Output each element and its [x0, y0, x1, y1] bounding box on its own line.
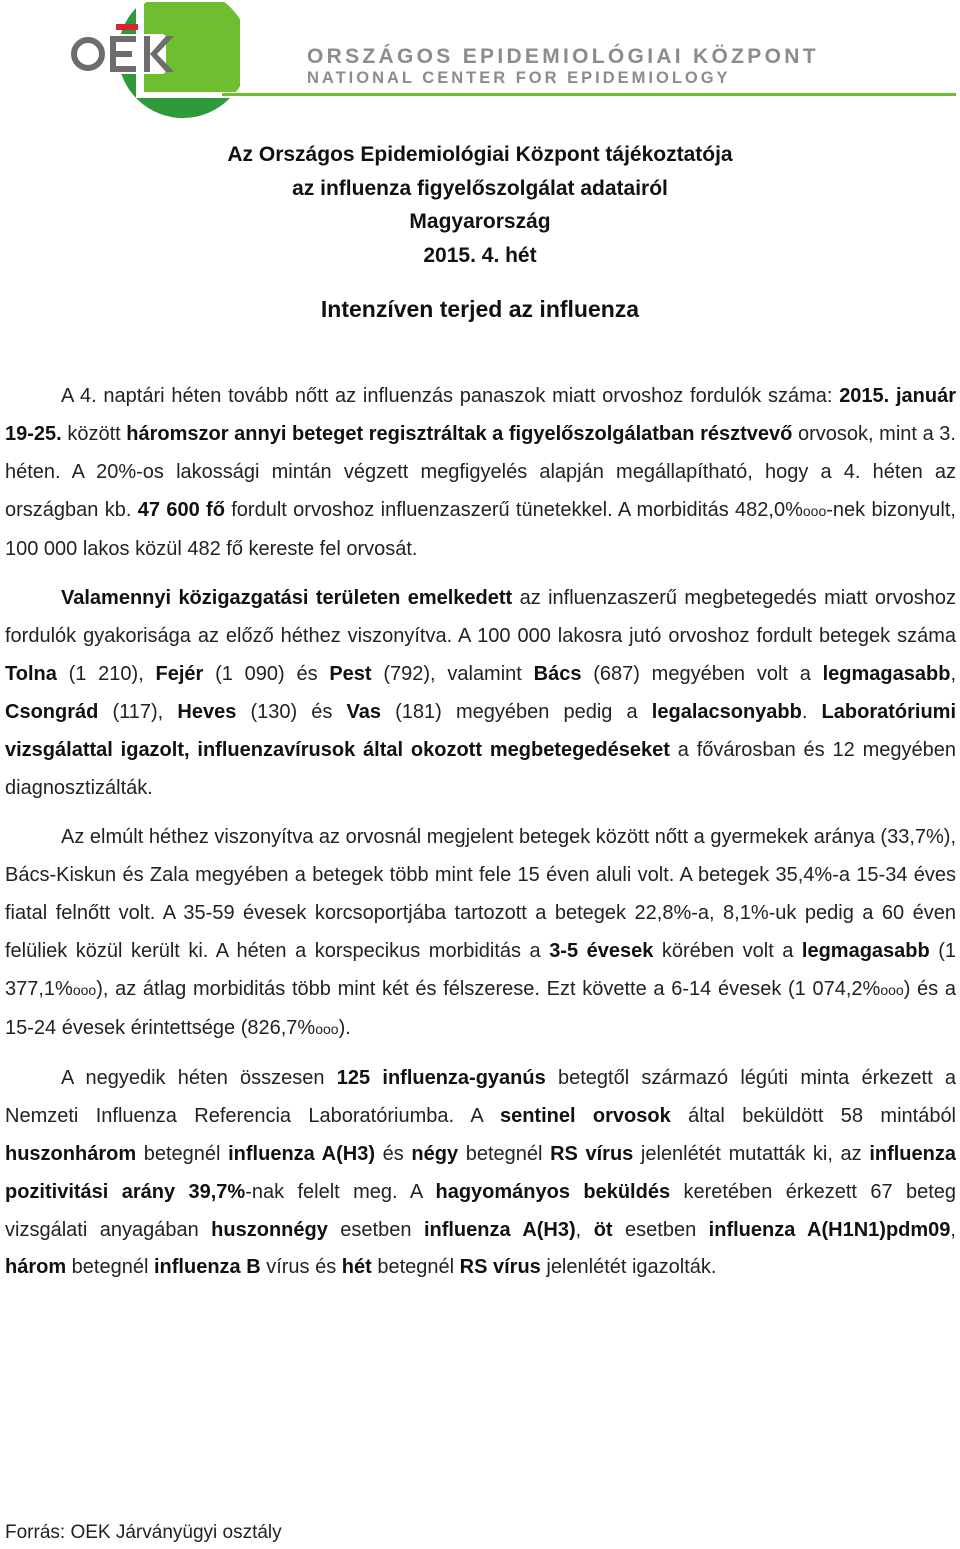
- paragraph-3: [5, 819, 956, 1048]
- letterhead: [0, 0, 960, 140]
- text: A negyedik héten összesen: [61, 1066, 337, 1089]
- bold-text: öt: [593, 1218, 613, 1241]
- per-hundred-thousand-sign: ooo: [315, 1020, 339, 1037]
- bold-text: hét: [341, 1256, 372, 1279]
- text: fordult orvoshoz influenzaszerű tünetekkel. A morbiditás 482,0%: [224, 498, 803, 521]
- document-title: [0, 138, 960, 272]
- paragraph-4: [5, 1060, 956, 1287]
- org-name-hu: ORSZÁGOS EPIDEMIOLÓGIAI KÖZPONT: [307, 45, 819, 68]
- text: (792), valamint: [371, 662, 534, 685]
- bold-text: influenza A(H3): [423, 1218, 576, 1241]
- bold-text: influenza pozitivitási arány 39,7%: [5, 1142, 956, 1203]
- bold-text: legmagasabb: [822, 662, 951, 685]
- header-divider: [222, 93, 956, 96]
- oek-logo: [40, 2, 240, 138]
- text: Az elmúlt héthez viszonyítva az orvosnál megjelent betegek között nőtt a gyermekek aránya (33,7%), Bács-Kiskun és Zala megyében a betegek több mint fele 15 éven aluli volt. A betegek 35,4%-a 15-34 éves fiatal felnőtt volt. A 35-59 évesek korcsoportjába tartozott a betegek 22,8%-a, 8,1%-uk pedig a 60 éven felüliek közül került ki. A héten a korspecikus morbiditás a: [5, 825, 956, 962]
- bold-text: négy: [411, 1142, 459, 1165]
- text: körében volt a: [653, 939, 802, 962]
- bold-text: Bács: [533, 662, 582, 685]
- organization-name: [307, 46, 819, 88]
- bold-text: Laboratóriumi vizsgálattal igazolt, influenzavírusok által okozott megbetegedéseket: [5, 700, 956, 761]
- bold-text: Pest: [329, 662, 372, 685]
- text: ) és a 15-24 évesek érintettsége (826,7%: [5, 977, 956, 1039]
- bold-text: Fejér: [155, 662, 204, 685]
- text: vírus és: [260, 1256, 342, 1279]
- bold-text: RS vírus: [550, 1142, 634, 1165]
- text: betegnél: [136, 1142, 229, 1165]
- text: (181) megyében pedig a: [381, 700, 652, 723]
- text: betegtől származó légúti minta érkezett a Nemzeti Influenza Referencia Laboratóriumba. A: [5, 1066, 957, 1127]
- bold-text: huszonhárom: [5, 1142, 137, 1165]
- text: között: [61, 422, 127, 445]
- text: által beküldött 58 mintából: [670, 1104, 957, 1127]
- org-name-en: NATIONAL CENTER FOR EPIDEMIOLOGY: [307, 69, 731, 87]
- bold-text: RS vírus: [459, 1256, 541, 1279]
- per-hundred-thousand-sign: ooo: [72, 981, 97, 998]
- text: és: [375, 1142, 412, 1165]
- text: orvosok, mint a 3. héten. A 20%-os lakossági mintán végzett megfigyelés alapján megállapítható, hogy a 4. héten az országban kb.: [5, 422, 956, 521]
- bold-text: háromszor annyi beteget regisztráltak a figyelőszolgálatban résztvevő: [126, 422, 793, 445]
- text: az influenzaszerű megbetegedés miatt orvoshoz fordulók gyakorisága az előző héthez viszonyítva. A 100 000 lakosra jutó orvoshoz fordult betegek száma: [5, 587, 957, 647]
- text: (687) megyében volt a: [581, 662, 823, 685]
- bold-text: Csongrád: [5, 700, 99, 723]
- text: .: [801, 700, 822, 723]
- bold-text: Valamennyi közigazgatási területen emelkedett: [61, 587, 513, 610]
- text: betegnél: [66, 1256, 154, 1279]
- text: keretében érkezett 67 beteg vizsgálati anyagában: [5, 1180, 957, 1241]
- text: A 4. naptári héten tovább nőtt az influenzás panaszok miatt orvoshoz fordulók száma:: [61, 385, 840, 407]
- text: esetben: [327, 1218, 424, 1241]
- text: (117),: [98, 700, 178, 723]
- bold-text: hagyományos beküldés: [435, 1180, 671, 1203]
- title-line-2: az influenza figyelőszolgálat adatairól: [292, 176, 668, 200]
- bold-text: Heves: [177, 700, 237, 723]
- text: (1 090) és: [203, 662, 330, 685]
- bold-text: legmagasabb: [801, 939, 930, 962]
- headline: Intenzíven terjed az influenza: [320, 296, 640, 322]
- text: ,: [950, 662, 956, 685]
- text: ,: [950, 1218, 956, 1241]
- text: ).: [338, 1016, 351, 1039]
- text: ,: [575, 1218, 594, 1241]
- paragraph-1: [5, 378, 956, 569]
- text: jelenlétét igazolták.: [540, 1256, 717, 1279]
- text: a fővárosban és 12 megyében diagnosztizálták.: [5, 738, 956, 799]
- text: (1 210),: [56, 662, 156, 685]
- text: -nek bizonyult, 100 000 lakos közül 482 fő kereste fel orvosát.: [5, 498, 956, 560]
- per-hundred-thousand-sign: ooo: [802, 502, 827, 519]
- bold-text: 3-5 évesek: [549, 939, 654, 962]
- title-line-4: 2015. 4. hét: [423, 243, 537, 267]
- bold-text: influenza A(H3): [228, 1142, 376, 1165]
- bold-text: Vas: [346, 700, 381, 723]
- title-line-3: Magyarország: [409, 210, 551, 233]
- bold-text: három: [5, 1256, 67, 1279]
- text: (130) és: [236, 700, 347, 723]
- bold-text: 125 influenza-gyanús: [336, 1066, 546, 1089]
- text: -nak felelt meg. A: [245, 1180, 436, 1203]
- bold-text: huszonnégy: [211, 1218, 328, 1241]
- title-line-1: Az Országos Epidemiológiai Központ tájékoztatója: [227, 143, 733, 166]
- bold-text: 47 600 fő: [137, 498, 225, 521]
- bold-text: Tolna: [5, 662, 57, 685]
- bold-text: influenza B: [153, 1256, 261, 1279]
- text: betegnél: [371, 1256, 460, 1279]
- text: esetben: [612, 1218, 709, 1241]
- per-hundred-thousand-sign: ooo: [880, 981, 904, 998]
- text: betegnél: [458, 1142, 551, 1165]
- paragraph-2: [5, 580, 956, 807]
- source-note: Forrás: OEK Járványügyi osztály: [5, 1522, 282, 1543]
- text: (1 377,1%: [5, 939, 957, 1000]
- text: jelenlétét mutatták ki, az: [633, 1142, 870, 1165]
- bold-text: influenza A(H1N1)pdm09: [708, 1218, 951, 1241]
- text: ), az átlag morbiditás több mint két és félszerese. Ezt követte a 6-14 évesek (1 074,2%: [96, 977, 881, 1000]
- bold-text: 2015. január 19-25.: [5, 385, 957, 445]
- bold-text: sentinel orvosok: [499, 1104, 671, 1127]
- bold-text: legalacsonyabb: [651, 700, 802, 723]
- document-body: [5, 378, 956, 1299]
